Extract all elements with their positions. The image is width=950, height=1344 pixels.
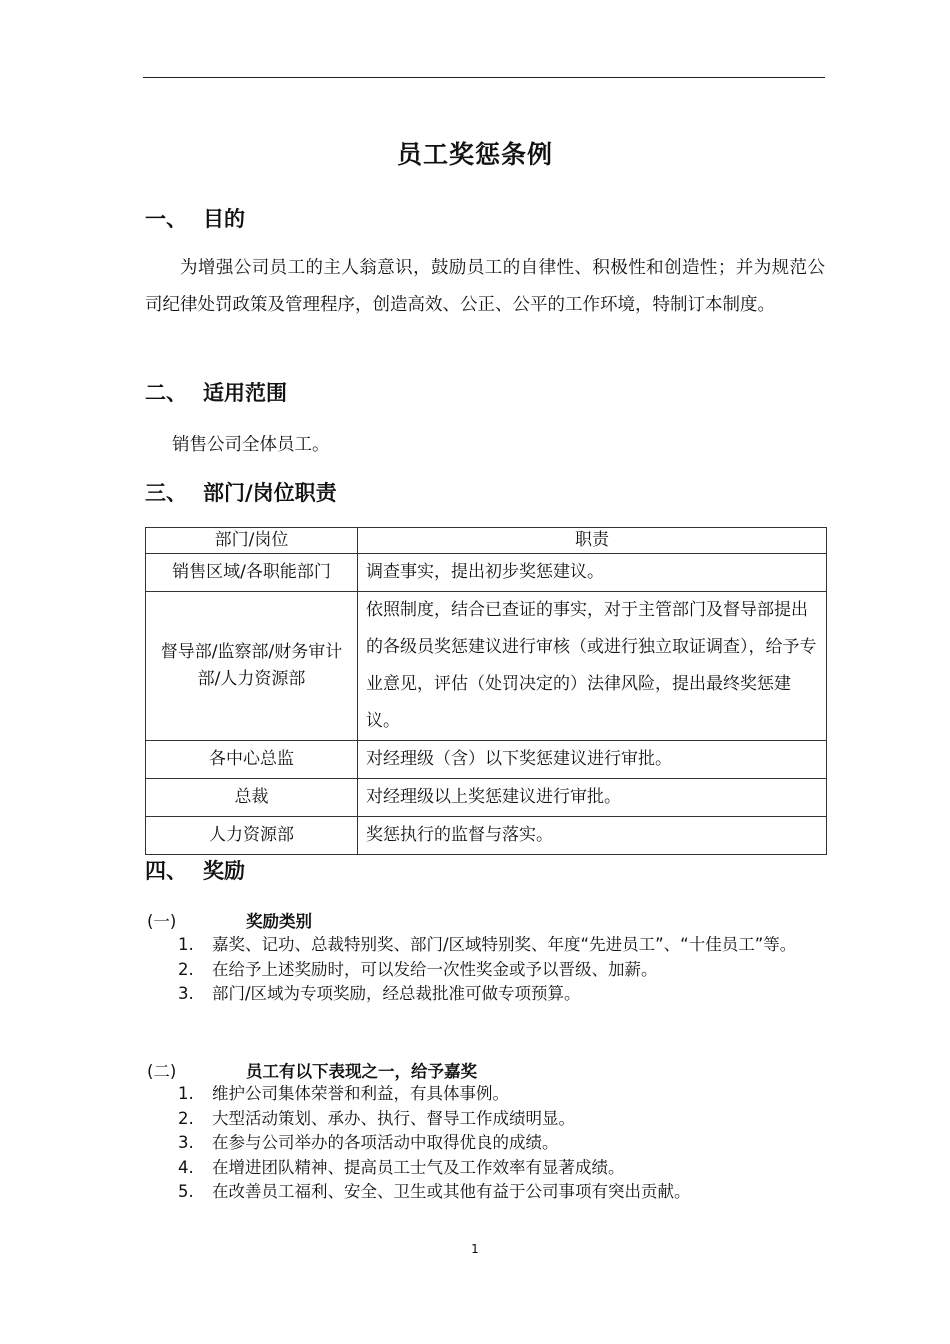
list-item — [178, 1131, 826, 1156]
list-item-text: 在给予上述奖励时，可以发给一次性奖金或予以晋级、加薪。 — [212, 959, 658, 979]
table-row — [146, 741, 827, 779]
dept-cell: 督导部/监察部/财务审计部/人力资源部 — [146, 592, 358, 741]
list-item-text: 在参与公司举办的各项活动中取得优良的成绩。 — [212, 1133, 559, 1152]
list-item — [178, 1156, 826, 1181]
list-item-number: 3. — [178, 1133, 194, 1152]
dept-cell: 销售区域/各职能部门 — [146, 554, 358, 592]
list-item-text: 嘉奖、记功、总裁特别奖、部门/区域特别奖、年度“先进员工”、“十佳员工”等。 — [212, 935, 797, 954]
reward-categories-list — [178, 933, 826, 1007]
purpose-paragraph: 为增强公司员工的主人翁意识，鼓励员工的自律性、积极性和创造性；并为规范公司纪律处罚政策及管理程序，创造高效、公正、公平的工作环境，特制订本制度。 — [145, 258, 825, 315]
list-item — [178, 958, 826, 983]
list-item — [178, 1180, 826, 1205]
subsection-title: 员工有以下表现之一，给予嘉奖 — [246, 1062, 477, 1081]
list-item — [178, 982, 826, 1007]
list-item-number: 2. — [178, 959, 194, 979]
table-row — [146, 779, 827, 817]
duty-cell: 对经理级（含）以下奖惩建议进行审批。 — [358, 741, 827, 779]
list-item-text: 在增进团队精神、提高员工士气及工作效率有显著成绩。 — [212, 1157, 625, 1177]
section-heading-duties — [145, 477, 337, 507]
dept-cell: 总裁 — [146, 779, 358, 817]
column-header-dept: 部门/岗位 — [146, 528, 358, 554]
table-row — [146, 592, 827, 741]
duties-table — [145, 527, 827, 855]
list-item-number: 1. — [178, 1084, 194, 1103]
section-heading-scope — [145, 377, 287, 407]
list-item-text: 在改善员工福利、安全、卫生或其他有益于公司事项有突出贡献。 — [212, 1182, 691, 1201]
section-number: 一、 — [145, 207, 187, 231]
section-number: 四、 — [145, 859, 187, 883]
list-item-number: 1. — [178, 935, 194, 954]
list-item — [178, 1107, 826, 1132]
dept-cell: 人力资源部 — [146, 817, 358, 855]
subsection-number: (二) — [147, 1062, 177, 1081]
section-title: 目的 — [203, 207, 245, 231]
list-item-text: 大型活动策划、承办、执行、督导工作成绩明显。 — [212, 1108, 575, 1128]
list-item-number: 5. — [178, 1182, 194, 1201]
section-number: 三、 — [145, 481, 187, 505]
list-item-text: 部门/区域为专项奖励，经总裁批准可做专项预算。 — [212, 984, 581, 1003]
section-heading-reward — [145, 855, 245, 885]
list-item-number: 2. — [178, 1108, 194, 1128]
header-rule — [143, 77, 825, 78]
column-header-duty: 职责 — [358, 528, 827, 554]
duty-cell: 奖惩执行的监督与落实。 — [358, 817, 827, 855]
list-item-number: 3. — [178, 984, 194, 1003]
list-item — [178, 933, 826, 958]
section-title: 适用范围 — [203, 381, 287, 405]
duty-cell: 调查事实，提出初步奖惩建议。 — [358, 554, 827, 592]
table-row — [146, 817, 827, 855]
section-title: 奖励 — [203, 859, 245, 883]
subsection-heading-categories — [147, 908, 312, 932]
dept-cell: 各中心总监 — [146, 741, 358, 779]
subsection-number: (一) — [147, 912, 177, 931]
subsection-title: 奖励类别 — [246, 912, 312, 931]
section-number: 二、 — [145, 381, 187, 405]
list-item — [178, 1082, 826, 1107]
list-item-number: 4. — [178, 1157, 194, 1177]
list-item-text: 维护公司集体荣誉和利益，有具体事例。 — [212, 1084, 509, 1103]
duty-cell: 依照制度，结合已查证的事实，对于主管部门及督导部提出的各级员奖惩建议进行审核（或进行独立取证调查），给予专业意见，评估（处罚决定的）法律风险，提出最终奖惩建议。 — [358, 592, 827, 741]
section-heading-purpose — [145, 203, 245, 233]
subsection-heading-commendation — [147, 1058, 477, 1082]
commendation-list — [178, 1082, 826, 1205]
page-number: 1 — [471, 1242, 479, 1256]
document-title: 员工奖惩条例 — [396, 140, 553, 169]
duty-cell: 对经理级以上奖惩建议进行审批。 — [358, 779, 827, 817]
scope-paragraph: 销售公司全体员工。 — [172, 435, 330, 455]
section-title: 部门/岗位职责 — [203, 481, 337, 505]
table-row — [146, 554, 827, 592]
table-header-row — [146, 528, 827, 554]
